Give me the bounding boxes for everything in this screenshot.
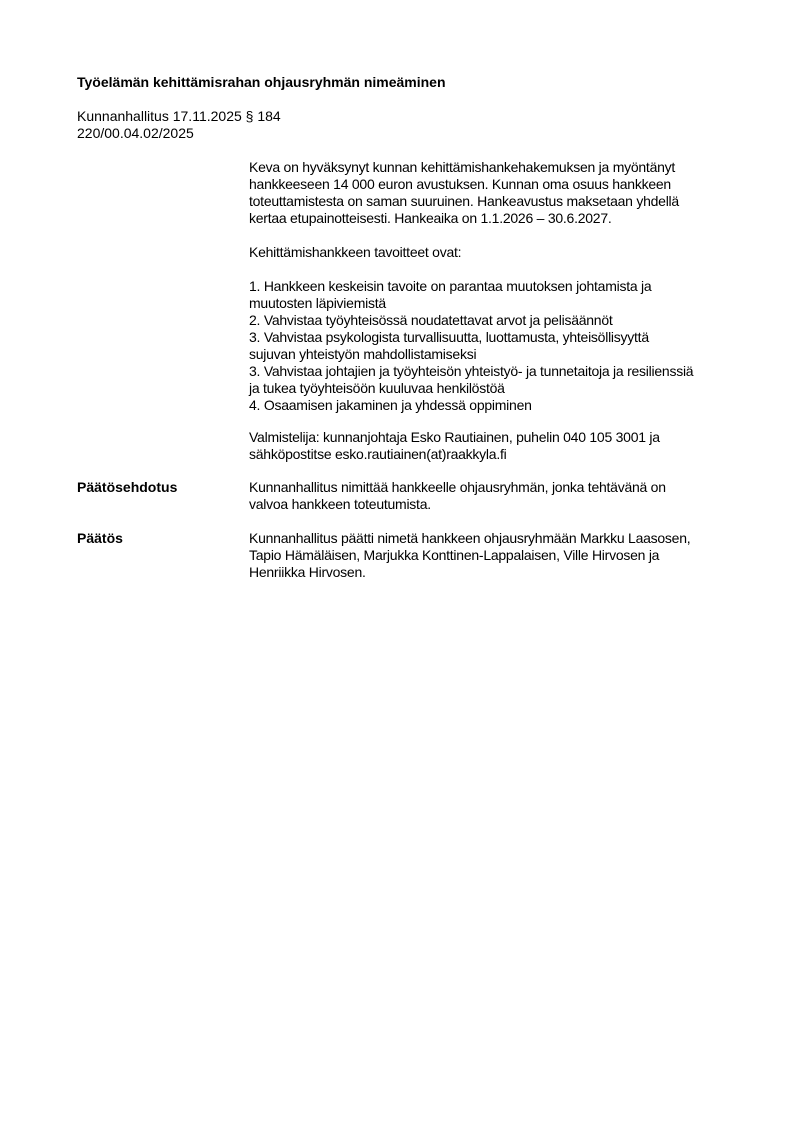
text-line: Valmistelija: kunnanjohtaja Esko Rautiainen, puhelin 040 105 3001 ja — [249, 429, 660, 445]
proposal-label: Päätösehdotus — [77, 479, 178, 495]
proposal-text — [249, 479, 666, 513]
text-line: hankkeeseen 14 000 euron avustuksen. Kunnan oma osuus hankkeen — [249, 176, 671, 192]
list-item: 4. Osaamisen jakaminen ja yhdessä oppiminen — [249, 397, 532, 413]
text-line: Tapio Hämäläisen, Marjukka Konttinen-Lappalaisen, Ville Hirvosen ja — [249, 547, 660, 563]
list-item: sujuvan yhteistyön mahdollistamiseksi — [249, 346, 477, 362]
goals-list — [249, 278, 693, 414]
text-line: kertaa etupainotteisesti. Hankeaika on 1.1.2026 – 30.6.2027. — [249, 210, 612, 226]
text-line: Kunnanhallitus päätti nimetä hankkeen ohjausryhmään Markku Laasosen, — [249, 530, 691, 546]
decision-text — [249, 530, 690, 581]
list-item: ja tukea työyhteisöön kuuluvaa henkilöstöä — [249, 380, 505, 396]
record-number: 220/00.04.02/2025 — [77, 125, 194, 141]
text-line: toteuttamistesta on saman suuruinen. Hankeavustus maksetaan yhdellä — [249, 193, 679, 209]
text-line: Henriikka Hirvosen. — [249, 564, 366, 580]
preparer-paragraph — [249, 429, 660, 463]
document-title: Työelämän kehittämisrahan ohjausryhmän nimeäminen — [77, 74, 446, 90]
meeting-reference — [77, 108, 281, 142]
list-item: 1. Hankkeen keskeisin tavoite on parantaa muutoksen johtamista ja — [249, 278, 652, 294]
list-item: 2. Vahvistaa työyhteisössä noudatettavat arvot ja pelisäännöt — [249, 312, 613, 328]
text-line: Kunnanhallitus nimittää hankkeelle ohjausryhmän, jonka tehtävänä on — [249, 479, 666, 495]
intro-paragraph — [249, 159, 679, 227]
list-item: 3. Vahvistaa psykologista turvallisuutta, luottamusta, yhteisöllisyyttä — [249, 329, 649, 345]
goals-heading: Kehittämishankkeen tavoitteet ovat: — [249, 244, 462, 260]
list-item: muutosten läpiviemistä — [249, 295, 386, 311]
text-line: valvoa hankkeen toteutumista. — [249, 496, 431, 512]
list-item: 3. Vahvistaa johtajien ja työyhteisön yhteistyö- ja tunnetaitoja ja resilienssiä — [249, 363, 694, 379]
text-line: sähköpostitse esko.rautiainen(at)raakkyla.fi — [249, 446, 507, 462]
meeting-section: Kunnanhallitus 17.11.2025 § 184 — [77, 108, 281, 124]
decision-label: Päätös — [77, 530, 123, 546]
text-line: Keva on hyväksynyt kunnan kehittämishankehakemuksen ja myöntänyt — [249, 159, 676, 175]
